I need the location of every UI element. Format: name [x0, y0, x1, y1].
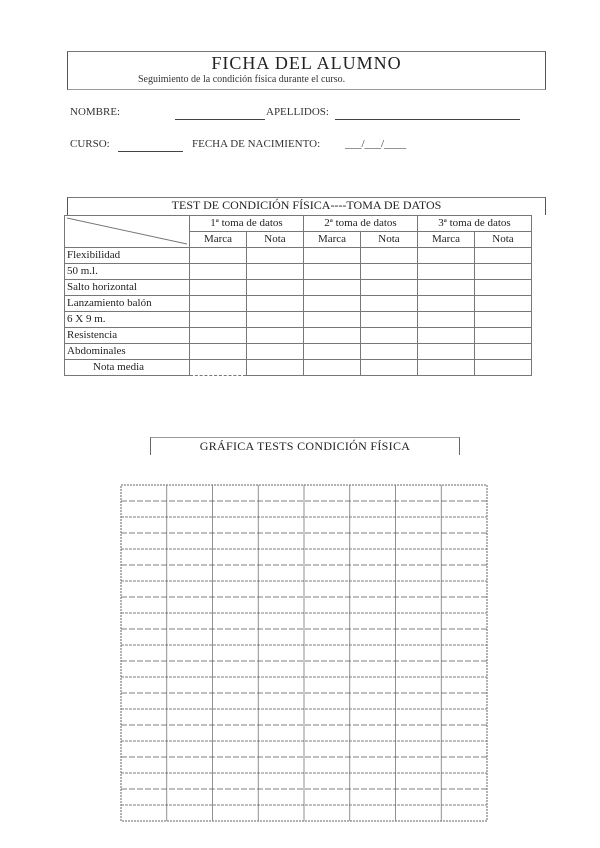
cell[interactable]: [304, 360, 361, 376]
nota-header: Nota: [475, 232, 532, 248]
cell[interactable]: [475, 248, 532, 264]
cell[interactable]: [190, 328, 247, 344]
cell[interactable]: [418, 312, 475, 328]
cell[interactable]: [361, 344, 418, 360]
cell[interactable]: [361, 296, 418, 312]
cell[interactable]: [361, 312, 418, 328]
fecha-label: FECHA DE NACIMIENTO:: [192, 138, 321, 150]
marca-header: Marca: [304, 232, 361, 248]
cell[interactable]: [304, 312, 361, 328]
table-row: [65, 264, 532, 280]
chart-section-title: GRÁFICA TESTS CONDICIÓN FÍSICA: [199, 439, 411, 453]
test-table: [64, 215, 532, 376]
cell[interactable]: [247, 248, 304, 264]
cell[interactable]: [361, 264, 418, 280]
cell[interactable]: [361, 248, 418, 264]
cell[interactable]: [247, 296, 304, 312]
cell[interactable]: [361, 280, 418, 296]
cell[interactable]: [304, 248, 361, 264]
empty-chart-grid[interactable]: [120, 484, 490, 824]
nota-header: Nota: [247, 232, 304, 248]
cell[interactable]: [190, 280, 247, 296]
cell[interactable]: [361, 360, 418, 376]
title-box: [67, 51, 546, 90]
row-label: 6 X 9 m.: [65, 312, 190, 328]
cell[interactable]: [304, 264, 361, 280]
document-title: FICHA DEL ALUMNO: [211, 53, 402, 73]
chart-title-box: [150, 437, 460, 455]
cell[interactable]: [418, 280, 475, 296]
apellidos-label: APELLIDOS:: [266, 106, 329, 118]
cell[interactable]: [475, 360, 532, 376]
table-row: [65, 312, 532, 328]
cell[interactable]: [247, 360, 304, 376]
document-subtitle: Seguimiento de la condición física durante el curso.: [138, 74, 346, 85]
cell[interactable]: [247, 328, 304, 344]
take-1-header: 1ª toma de datos: [190, 216, 304, 232]
nombre-label: NOMBRE:: [70, 106, 121, 118]
fecha-line[interactable]: ___/___/____: [345, 138, 407, 150]
diagonal-header-cell: [65, 216, 190, 248]
cell[interactable]: [418, 344, 475, 360]
cell[interactable]: [418, 360, 475, 376]
curso-line[interactable]: [118, 150, 183, 152]
cell[interactable]: [190, 248, 247, 264]
cell[interactable]: [418, 264, 475, 280]
cell[interactable]: [247, 312, 304, 328]
cell[interactable]: [475, 296, 532, 312]
apellidos-line[interactable]: [335, 118, 520, 120]
table-row: [65, 296, 532, 312]
table-row: [65, 280, 532, 296]
take-3-header: 3ª toma de datos: [418, 216, 532, 232]
take-2-header: 2ª toma de datos: [304, 216, 418, 232]
cell[interactable]: [475, 328, 532, 344]
cell[interactable]: [475, 264, 532, 280]
nombre-line[interactable]: [175, 118, 265, 120]
cell[interactable]: [247, 344, 304, 360]
cell[interactable]: [475, 344, 532, 360]
cell[interactable]: [190, 312, 247, 328]
cell[interactable]: [304, 296, 361, 312]
row-label: Flexibilidad: [65, 248, 190, 264]
row-label: Lanzamiento balón: [65, 296, 190, 312]
cell[interactable]: [247, 264, 304, 280]
cell[interactable]: [190, 360, 247, 376]
cell[interactable]: [247, 280, 304, 296]
table-row: [65, 248, 532, 264]
cell[interactable]: [304, 344, 361, 360]
table-row: [65, 328, 532, 344]
marca-header: Marca: [190, 232, 247, 248]
cell[interactable]: [190, 264, 247, 280]
row-label: Abdominales: [65, 344, 190, 360]
test-table-title: TEST DE CONDICIÓN FÍSICA----TOMA DE DATOS: [171, 198, 442, 212]
row-label: Salto horizontal: [65, 280, 190, 296]
diagonal-line-icon: [65, 216, 189, 246]
cell[interactable]: [190, 296, 247, 312]
nota-header: Nota: [361, 232, 418, 248]
cell[interactable]: [475, 312, 532, 328]
cell[interactable]: [475, 280, 532, 296]
cell[interactable]: [418, 248, 475, 264]
row-label: Nota media: [65, 360, 190, 376]
curso-label: CURSO:: [70, 138, 110, 150]
table-row: [65, 360, 532, 376]
cell[interactable]: [418, 296, 475, 312]
cell[interactable]: [418, 328, 475, 344]
row-label: Resistencia: [65, 328, 190, 344]
marca-header: Marca: [418, 232, 475, 248]
cell[interactable]: [190, 344, 247, 360]
cell[interactable]: [304, 328, 361, 344]
row-label: 50 m.l.: [65, 264, 190, 280]
cell[interactable]: [361, 328, 418, 344]
table-row: [65, 344, 532, 360]
test-title-box: [67, 197, 546, 215]
cell[interactable]: [304, 280, 361, 296]
